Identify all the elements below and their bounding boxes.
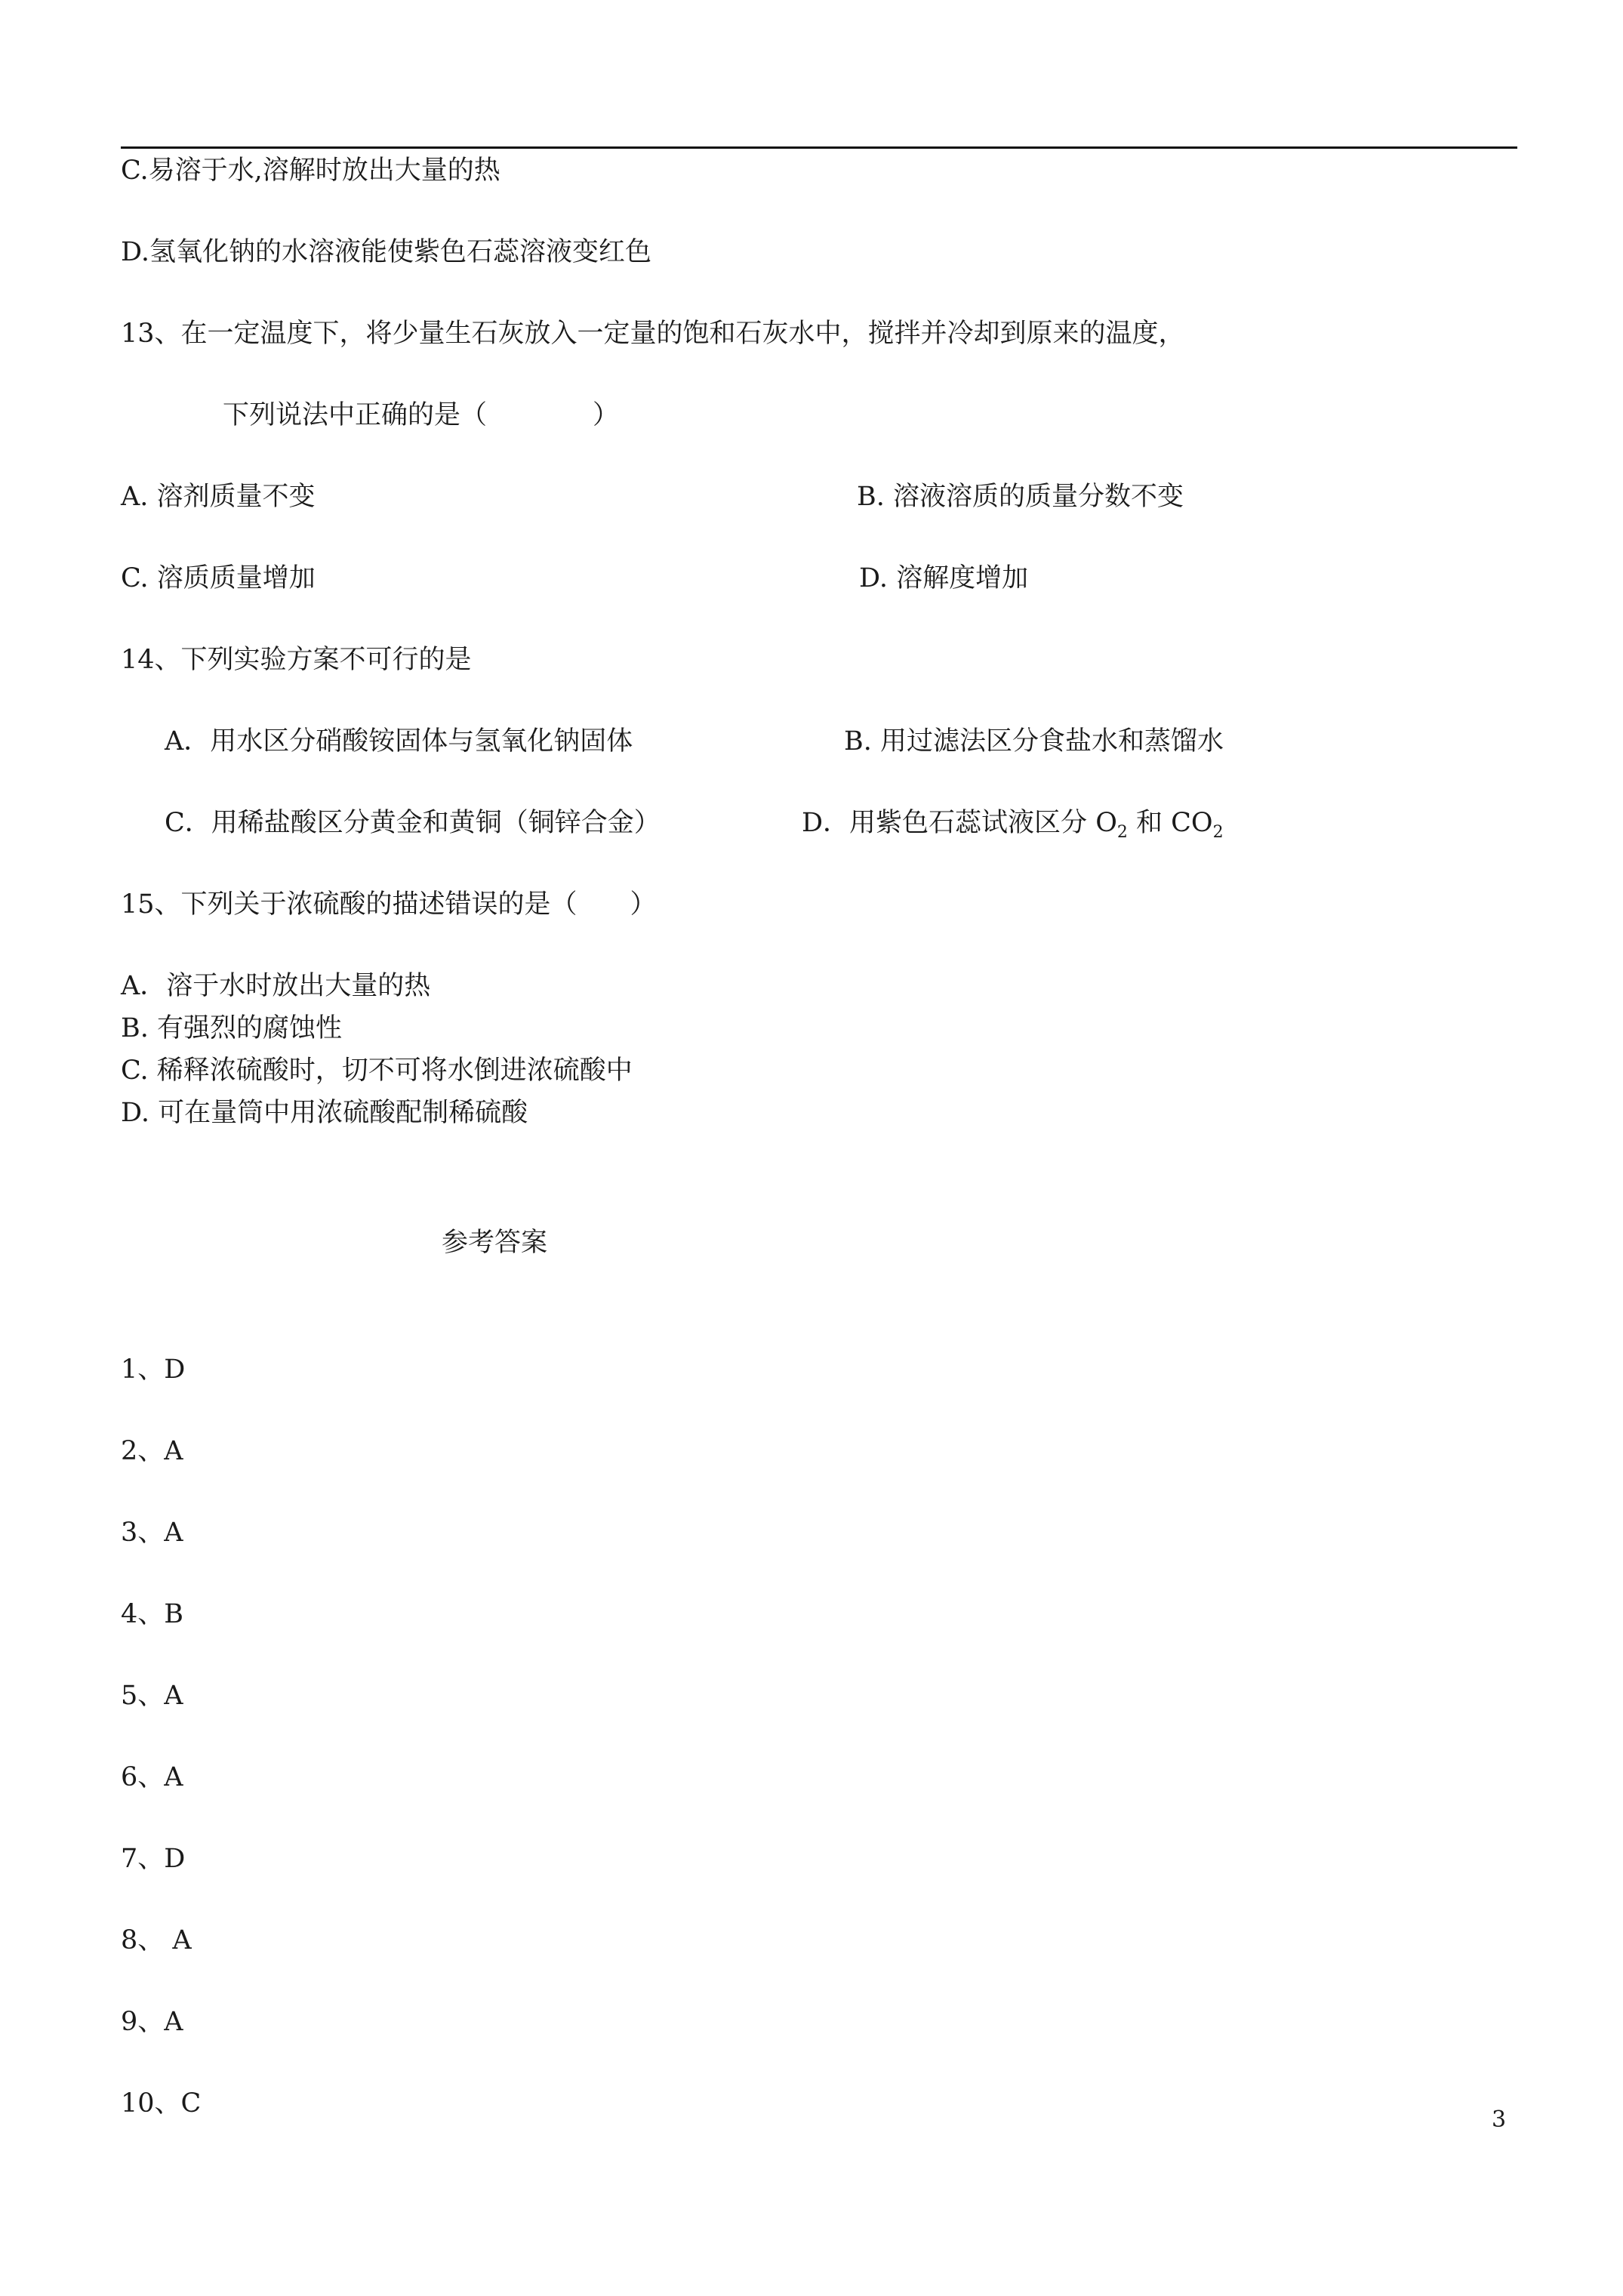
- q15-option-c: C. 稀释浓硫酸时，切不可将水倒进浓硫酸中: [121, 1056, 633, 1086]
- q15-option-d: D. 可在量筒中用浓硫酸配制稀硫酸: [121, 1098, 528, 1128]
- q13-stem: 13、在一定温度下，将少量生石灰放入一定量的饱和石灰水中，搅拌并冷却到原来的温度，: [121, 319, 1185, 349]
- q15-option-a: A．溶于水时放出大量的热: [121, 971, 431, 1001]
- q14-option-d-mid: 和 CO: [1127, 808, 1213, 838]
- q14-option-d-prefix: D．用紫色石蕊试液区分 O: [802, 808, 1117, 838]
- q14-option-d: [802, 806, 1224, 849]
- q14-option-c: C．用稀盐酸区分黄金和黄铜（铜锌合金）: [165, 808, 661, 838]
- q14-option-d-sub2: 2: [1212, 823, 1224, 842]
- answer-item: 2、A: [121, 1436, 183, 1466]
- q15-option-b: B. 有强烈的腐蚀性: [121, 1013, 342, 1043]
- answers-title: 参考答案: [442, 1228, 548, 1258]
- q14-option-b: B. 用过滤法区分食盐水和蒸馏水: [844, 726, 1224, 757]
- q12-option-c: C.易溶于水,溶解时放出大量的热: [121, 156, 500, 186]
- q15-stem: 15、下列关于浓硫酸的描述错误的是（ ）: [121, 889, 657, 920]
- q14-option-a: A．用水区分硝酸铵固体与氢氧化钠固体: [165, 726, 633, 757]
- q13-option-a: A. 溶剂质量不变: [121, 482, 316, 512]
- header-rule: [121, 146, 1517, 149]
- answer-item: 10、C: [121, 2088, 202, 2119]
- answer-item: 6、A: [121, 1762, 183, 1792]
- answer-item: 7、D: [121, 1844, 186, 1874]
- q13-option-d: D. 溶解度增加: [859, 563, 1029, 593]
- q12-option-d: D.氢氧化钠的水溶液能使紫色石蕊溶液变红色: [121, 237, 651, 267]
- page-number: 3: [1492, 2106, 1507, 2133]
- q13-option-c: C. 溶质质量增加: [121, 563, 316, 593]
- answer-item: 8、 A: [121, 1925, 192, 1955]
- q14-option-d-sub1: 2: [1116, 823, 1128, 842]
- answer-item: 5、A: [121, 1681, 183, 1711]
- answer-item: 3、A: [121, 1518, 183, 1548]
- q13-option-b: B. 溶液溶质的质量分数不变: [857, 482, 1184, 512]
- answer-item: 1、D: [121, 1354, 186, 1385]
- answer-item: 9、A: [121, 2007, 183, 2037]
- answer-item: 4、B: [121, 1599, 183, 1629]
- q14-stem: 14、下列实验方案不可行的是: [121, 645, 472, 675]
- q13-prompt: 下列说法中正确的是（ ）: [223, 400, 620, 430]
